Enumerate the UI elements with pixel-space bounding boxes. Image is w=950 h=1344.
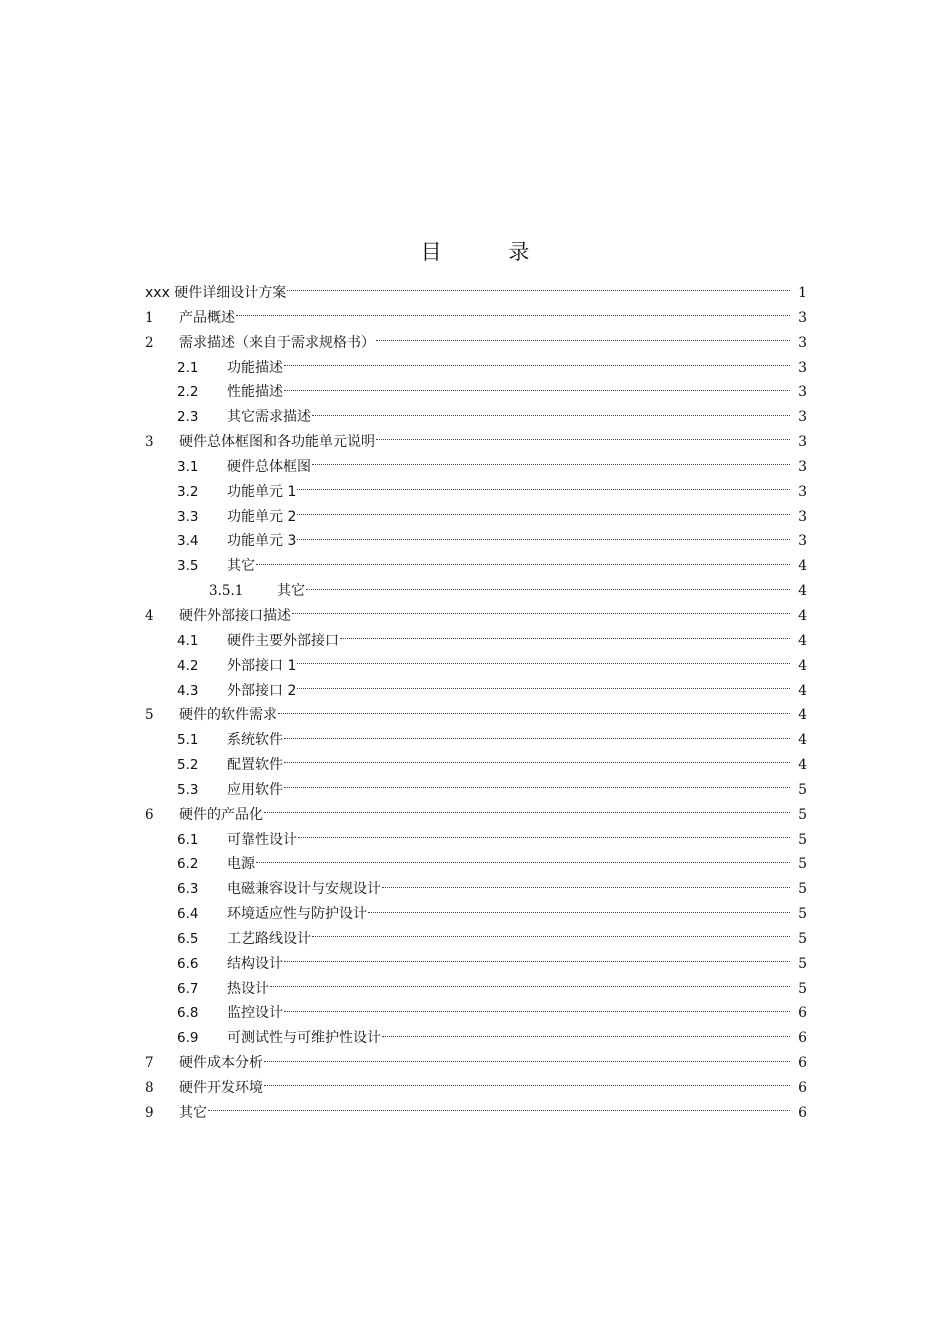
toc-dot-leader xyxy=(297,513,790,515)
toc-entry-page-number: 3 xyxy=(798,334,807,351)
toc-entry-page-number: 5 xyxy=(798,930,807,947)
toc-entry-page-number: 4 xyxy=(798,632,807,649)
toc-entry-title: 其它 xyxy=(277,583,305,600)
toc-entry-page-number: 3 xyxy=(798,458,807,475)
toc-entry[interactable] xyxy=(145,629,807,654)
toc-dot-leader xyxy=(297,538,790,540)
toc-entry[interactable] xyxy=(145,405,807,430)
toc-list xyxy=(145,281,807,1126)
toc-title: 目 录 xyxy=(420,240,560,264)
toc-entry-number: 8 xyxy=(145,1080,154,1096)
toc-entry-number: 2.3 xyxy=(177,409,199,426)
toc-entry-title: 外部接口 2 xyxy=(227,682,297,699)
toc-entry-page-number: 3 xyxy=(798,359,807,376)
toc-entry[interactable] xyxy=(145,728,807,753)
toc-entry-number: 3 xyxy=(145,434,154,451)
toc-entry[interactable] xyxy=(145,679,807,704)
toc-entry-page-number: 5 xyxy=(798,831,807,848)
toc-dot-leader xyxy=(284,761,790,763)
toc-entry-page-number: 5 xyxy=(798,856,807,873)
toc-entry[interactable] xyxy=(145,579,807,604)
toc-entry-title: 工艺路线设计 xyxy=(227,930,311,947)
toc-entry[interactable] xyxy=(145,1026,807,1051)
toc-entry-page-number: 5 xyxy=(798,881,807,898)
toc-entry-title: 硬件主要外部接口 xyxy=(227,632,339,649)
toc-entry[interactable] xyxy=(145,753,807,778)
toc-entry[interactable] xyxy=(145,331,807,356)
toc-entry-number: 4 xyxy=(145,607,154,624)
toc-entry-number: 7 xyxy=(145,1055,154,1072)
toc-entry[interactable] xyxy=(145,852,807,877)
toc-entry[interactable] xyxy=(145,529,807,554)
toc-entry-page-number: 4 xyxy=(798,682,807,699)
toc-dot-leader xyxy=(376,438,790,440)
toc-dot-leader xyxy=(376,339,790,341)
toc-entry-page-number: 3 xyxy=(798,409,807,426)
toc-entry[interactable] xyxy=(145,505,807,530)
toc-dot-leader xyxy=(312,935,790,937)
toc-entry-title: 硬件的软件需求 xyxy=(179,707,277,724)
toc-entry[interactable] xyxy=(145,1051,807,1076)
toc-entry-title: 其它 xyxy=(227,558,255,575)
toc-entry-page-number: 5 xyxy=(798,781,807,798)
toc-entry[interactable] xyxy=(145,977,807,1002)
toc-entry-title: 配置软件 xyxy=(227,757,283,774)
toc-entry-title: 电源 xyxy=(227,856,255,873)
toc-dot-leader xyxy=(270,985,790,987)
toc-entry-page-number: 3 xyxy=(798,309,807,326)
toc-entry-page-number: 6 xyxy=(798,1055,807,1072)
toc-dot-leader xyxy=(297,662,790,664)
toc-entry-title: 需求描述（来自于需求规格书） xyxy=(179,334,375,351)
toc-entry-page-number: 6 xyxy=(798,1104,807,1121)
toc-entry-title: 产品概述 xyxy=(179,309,235,326)
toc-entry-page-number: 3 xyxy=(798,384,807,401)
toc-entry-title: 硬件的产品化 xyxy=(179,806,263,823)
toc-dot-leader xyxy=(382,1035,790,1037)
toc-entry-page-number: 5 xyxy=(798,806,807,823)
toc-entry-number: 5 xyxy=(145,707,154,724)
toc-entry-page-number: 6 xyxy=(798,1080,807,1096)
toc-entry-title: 性能描述 xyxy=(227,384,283,401)
toc-entry-number: 6.5 xyxy=(177,930,199,947)
toc-entry[interactable] xyxy=(145,803,807,828)
toc-entry-title: 其它需求描述 xyxy=(227,409,311,426)
toc-entry-title: 电磁兼容设计与安规设计 xyxy=(227,881,381,898)
toc-entry-number: 6.2 xyxy=(177,856,199,873)
toc-entry-page-number: 4 xyxy=(798,757,807,774)
toc-dot-leader xyxy=(287,289,790,291)
toc-entry-page-number: 6 xyxy=(798,1030,807,1047)
toc-entry[interactable] xyxy=(145,902,807,927)
toc-dot-leader xyxy=(256,861,790,863)
toc-entry[interactable] xyxy=(145,877,807,902)
toc-entry-number: 5.1 xyxy=(177,732,199,749)
toc-entry-title: 功能单元 1 xyxy=(227,483,297,500)
toc-entry-title: 硬件开发环境 xyxy=(179,1080,263,1096)
toc-entry-number: 6.8 xyxy=(177,1005,199,1022)
toc-entry[interactable] xyxy=(145,1001,807,1026)
toc-entry[interactable] xyxy=(145,455,807,480)
toc-entry-page-number: 3 xyxy=(798,508,807,525)
toc-entry-number: 3.5.1 xyxy=(209,583,244,600)
toc-dot-leader xyxy=(312,414,790,416)
toc-entry-page-number: 4 xyxy=(798,583,807,600)
toc-entry[interactable] xyxy=(145,703,807,728)
toc-entry[interactable] xyxy=(145,430,807,455)
toc-entry-number: 4.2 xyxy=(177,657,199,674)
toc-entry[interactable] xyxy=(145,654,807,679)
toc-entry[interactable] xyxy=(145,952,807,977)
toc-entry[interactable] xyxy=(145,356,807,381)
toc-entry-title: 可测试性与可维护性设计 xyxy=(227,1030,381,1047)
toc-entry-title: 硬件成本分析 xyxy=(179,1055,263,1072)
toc-dot-leader xyxy=(340,637,790,639)
toc-dot-leader xyxy=(284,389,790,391)
toc-entry[interactable] xyxy=(145,281,807,306)
toc-entry-page-number: 3 xyxy=(798,483,807,500)
toc-dot-leader xyxy=(292,612,790,614)
toc-entry[interactable] xyxy=(145,306,807,331)
toc-entry[interactable] xyxy=(145,1076,807,1101)
toc-dot-leader xyxy=(284,960,790,962)
toc-entry-number: 1 xyxy=(145,309,154,326)
toc-dot-leader xyxy=(368,911,790,913)
toc-entry-page-number: 5 xyxy=(798,955,807,972)
toc-entry-page-number: 3 xyxy=(798,533,807,550)
toc-entry-title: 外部接口 1 xyxy=(227,657,297,674)
toc-entry-number: 6.1 xyxy=(177,831,199,848)
toc-entry[interactable] xyxy=(145,1101,807,1126)
toc-entry-number: 4.1 xyxy=(177,632,199,649)
toc-entry-page-number: 4 xyxy=(798,558,807,575)
toc-entry-number: 6.4 xyxy=(177,906,199,923)
toc-entry-page-number: 3 xyxy=(798,434,807,451)
toc-dot-leader xyxy=(264,811,790,813)
toc-dot-leader xyxy=(264,1084,790,1086)
toc-entry-title: 结构设计 xyxy=(227,955,283,972)
toc-entry-title: 监控设计 xyxy=(227,1005,283,1022)
toc-entry-number: 4.3 xyxy=(177,682,199,699)
toc-entry[interactable] xyxy=(145,554,807,579)
toc-entry[interactable] xyxy=(145,778,807,803)
toc-entry-page-number: 4 xyxy=(798,707,807,724)
toc-entry-page-number: 6 xyxy=(798,1005,807,1022)
toc-entry[interactable] xyxy=(145,828,807,853)
toc-entry-number: 2.2 xyxy=(177,384,199,401)
toc-dot-leader xyxy=(306,588,790,590)
toc-entry-page-number: 5 xyxy=(798,906,807,923)
toc-entry-number: 6.7 xyxy=(177,980,199,997)
toc-entry-page-number: 4 xyxy=(798,732,807,749)
toc-entry-title: 可靠性设计 xyxy=(227,831,297,848)
toc-dot-leader xyxy=(208,1109,790,1111)
toc-dot-leader xyxy=(284,737,790,739)
toc-dot-leader xyxy=(298,836,790,838)
toc-entry-page-number: 1 xyxy=(798,285,807,301)
toc-entry-title: 功能单元 3 xyxy=(227,533,297,550)
toc-entry-number: 5.3 xyxy=(177,781,199,798)
toc-entry-title: 功能单元 2 xyxy=(227,508,297,525)
toc-dot-leader xyxy=(297,687,790,689)
toc-dot-leader xyxy=(284,364,790,366)
toc-entry-page-number: 5 xyxy=(798,980,807,997)
toc-entry-number: 9 xyxy=(145,1104,154,1121)
toc-entry[interactable] xyxy=(145,604,807,629)
toc-entry-number: 2 xyxy=(145,334,154,351)
toc-entry-number: 6.6 xyxy=(177,955,199,972)
toc-entry-page-number: 4 xyxy=(798,607,807,624)
toc-entry-title: 功能描述 xyxy=(227,359,283,376)
toc-dot-leader xyxy=(284,1010,790,1012)
toc-entry-number: 3.1 xyxy=(177,458,199,475)
toc-entry-title: xxx 硬件详细设计方案 xyxy=(145,285,287,301)
toc-entry-number: 6.3 xyxy=(177,881,199,898)
toc-entry-number: 3.3 xyxy=(177,508,199,525)
toc-entry-number: 3.5 xyxy=(177,558,199,575)
toc-entry-title: 热设计 xyxy=(227,980,269,997)
toc-entry-title: 硬件总体框图和各功能单元说明 xyxy=(179,434,375,451)
toc-dot-leader xyxy=(256,563,790,565)
toc-entry-number: 2.1 xyxy=(177,359,199,376)
toc-entry-number: 6.9 xyxy=(177,1030,199,1047)
toc-entry-page-number: 4 xyxy=(798,657,807,674)
toc-dot-leader xyxy=(264,1060,790,1062)
toc-dot-leader xyxy=(284,786,790,788)
toc-entry-title: 环境适应性与防护设计 xyxy=(227,906,367,923)
toc-dot-leader xyxy=(382,886,790,888)
toc-entry-number: 6 xyxy=(145,806,154,823)
toc-entry-number: 5.2 xyxy=(177,757,199,774)
toc-dot-leader xyxy=(312,463,790,465)
toc-dot-leader xyxy=(278,712,790,714)
toc-entry-title: 系统软件 xyxy=(227,732,283,749)
toc-entry-title: 硬件外部接口描述 xyxy=(179,607,291,624)
toc-dot-leader xyxy=(236,314,790,316)
toc-entry-title: 其它 xyxy=(179,1104,207,1121)
toc-entry[interactable] xyxy=(145,480,807,505)
toc-entry-title: 应用软件 xyxy=(227,781,283,798)
toc-dot-leader xyxy=(297,488,790,490)
toc-entry-number: 3.2 xyxy=(177,483,199,500)
toc-entry-title: 硬件总体框图 xyxy=(227,458,311,475)
toc-entry[interactable] xyxy=(145,927,807,952)
toc-entry-number: 3.4 xyxy=(177,533,199,550)
toc-entry[interactable] xyxy=(145,380,807,405)
